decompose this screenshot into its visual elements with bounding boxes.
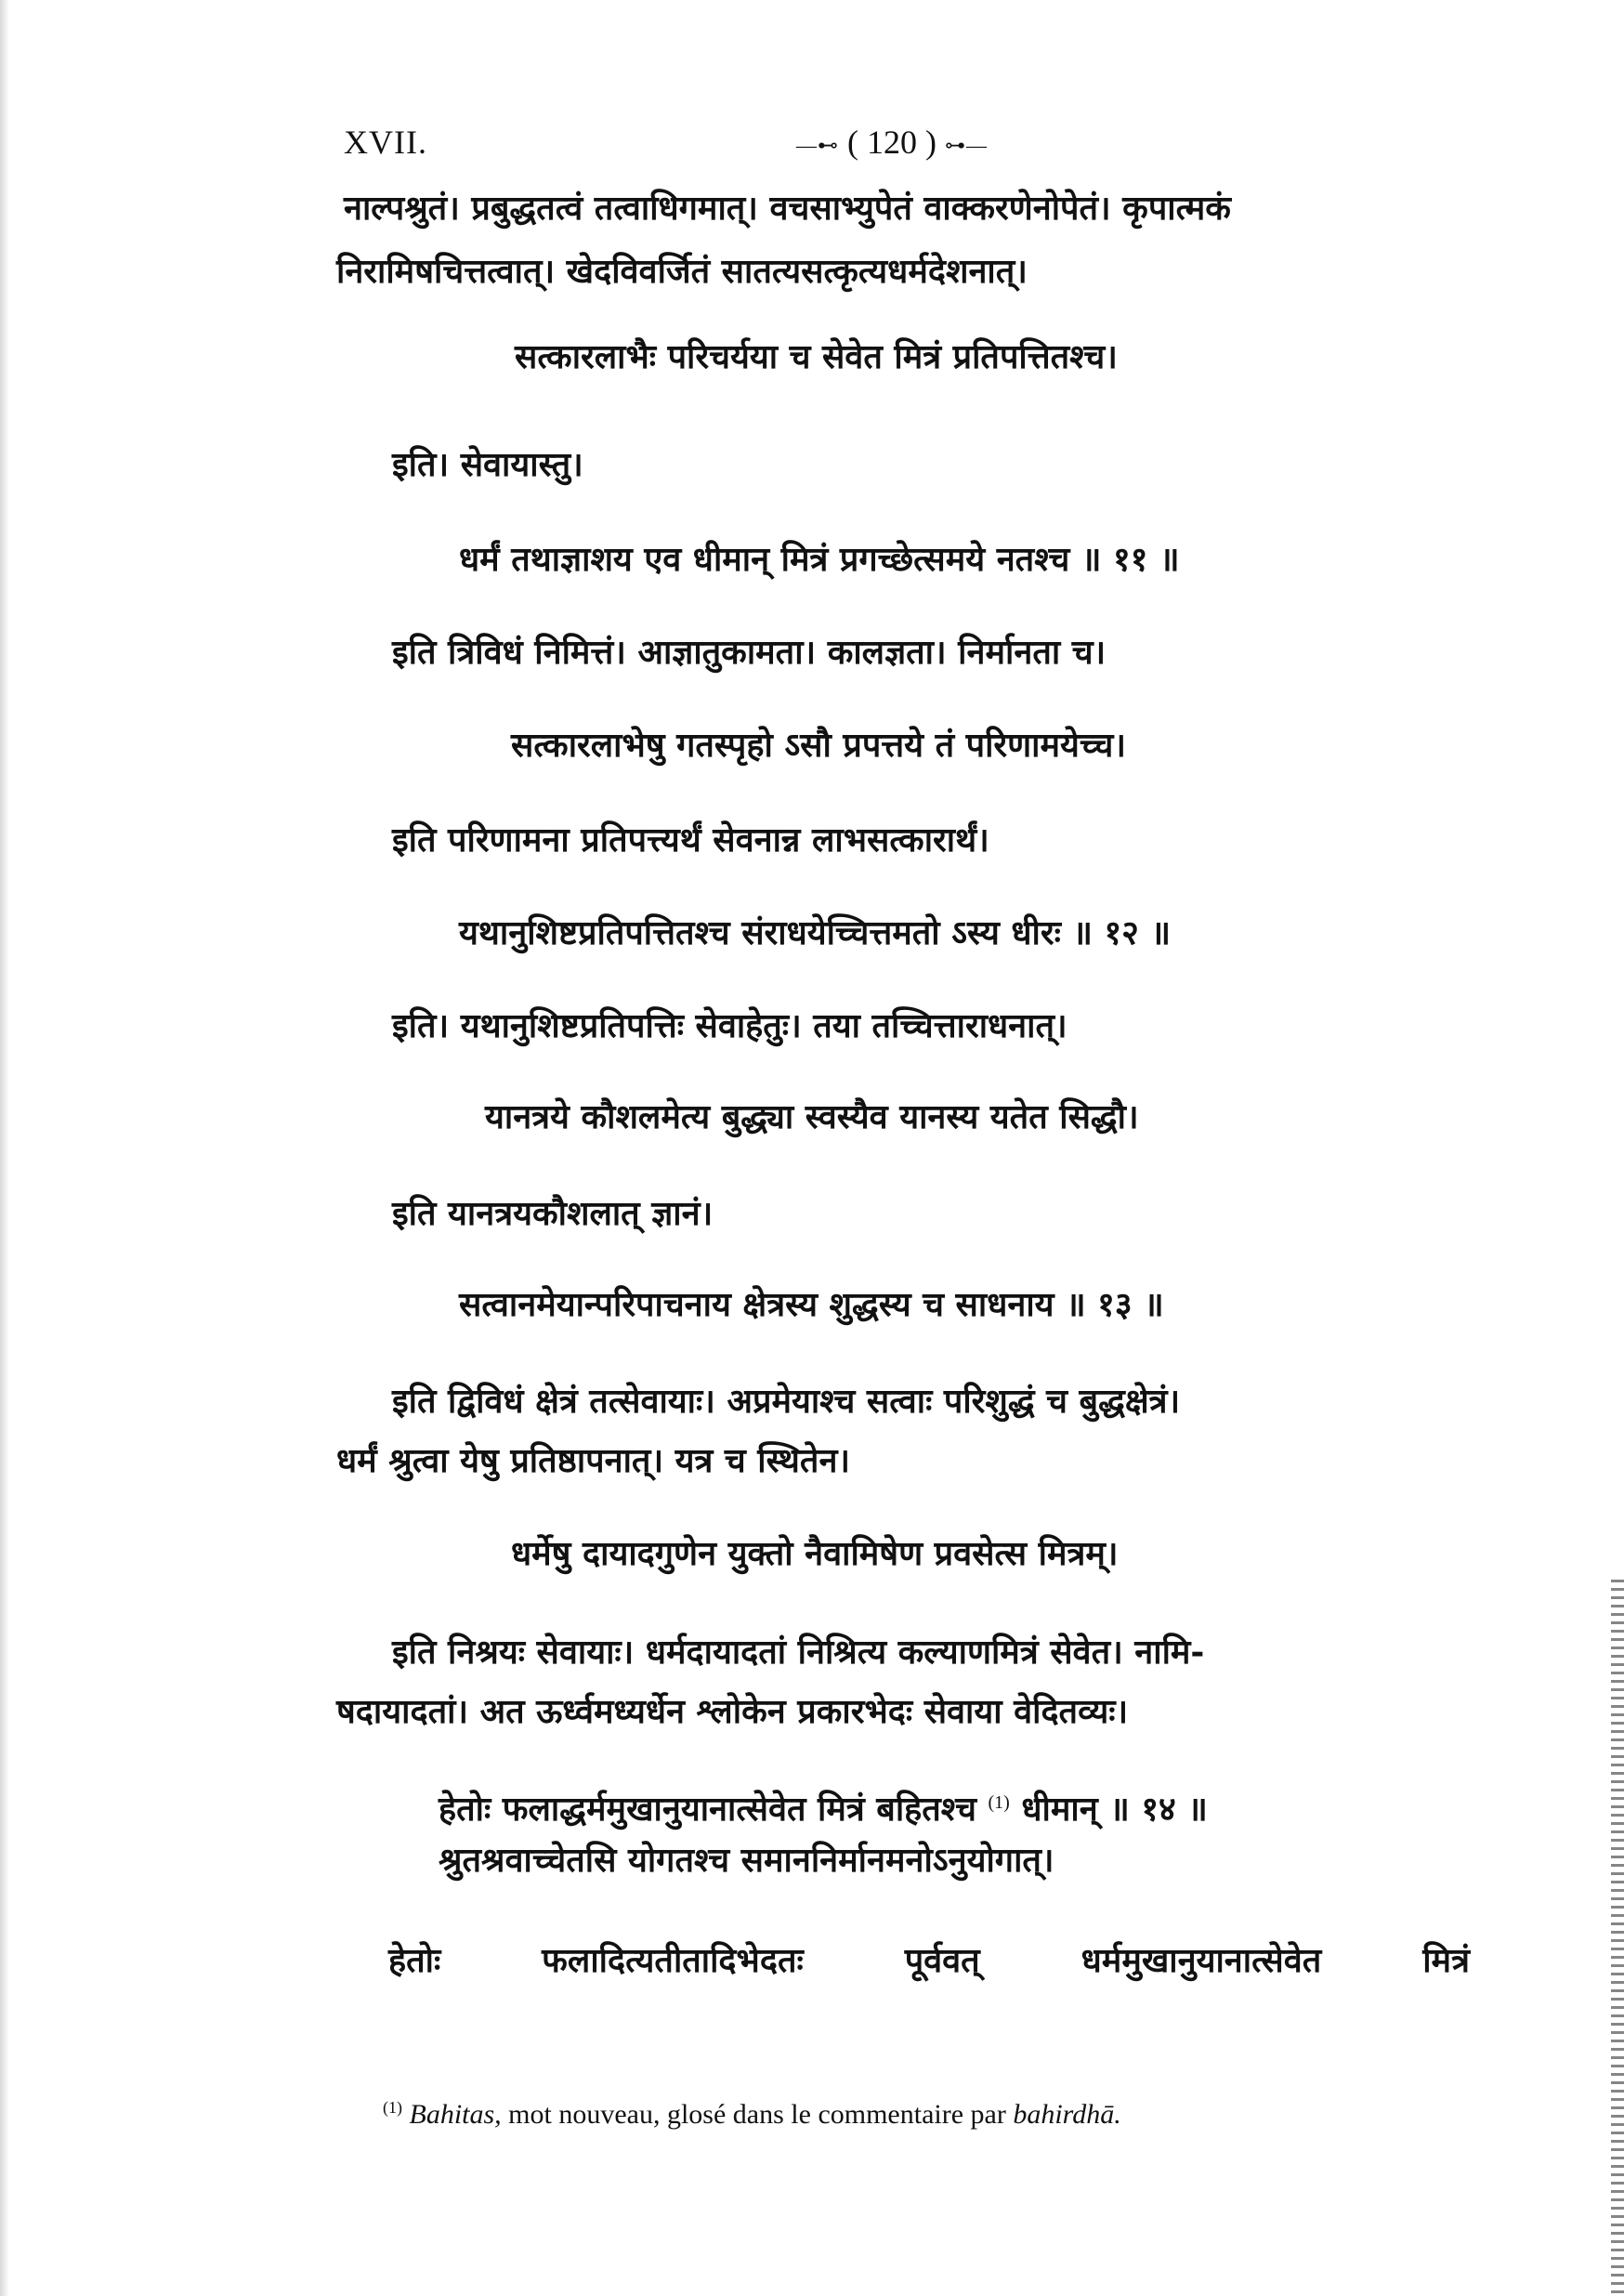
page-edge-left <box>0 0 9 2296</box>
footnote-gloss: bahirdhā. <box>1013 2099 1121 2130</box>
verse-text: धीमान् ॥ १४ ॥ <box>1021 1790 1208 1829</box>
footnote-term: Bahitas, <box>409 2099 502 2130</box>
page-edge-right <box>1611 1580 1624 2296</box>
prose-line: नाल्पश्रुतं। प्रबुद्धतत्वं तत्वाधिगमात्। वचसाभ्युपेतं वाक्करणेनोपेतं। कृपात्मकं <box>344 189 1231 228</box>
ornament-left: —⊷ <box>796 133 839 157</box>
footnote <box>383 2098 1121 2131</box>
verse-line: धर्मं तथाज्ञाशय एव धीमान् मित्रं प्रगच्छेत्समये नतश्च ॥ ११ ॥ <box>459 540 1180 579</box>
verse-line: धर्मेषु दायादगुणेन युक्तो नैवामिषेण प्रवसेत्स मित्रम्। <box>511 1534 1119 1573</box>
justified-prose-line <box>388 1940 1470 1981</box>
word: पूर्ववत् <box>904 1941 980 1980</box>
prose-line: षदायादतां। अत ऊर्ध्वमध्यर्धेन श्लोकेन प्रकारभेदः सेवाया वेदितव्यः। <box>336 1692 1129 1731</box>
prose-line: इति द्विविधं क्षेत्रं तत्सेवायाः। अप्रमेयाश्च सत्वाः परिशुद्धं च बुद्धक्षेत्रं। <box>392 1382 1181 1421</box>
prose-line: धर्मं श्रुत्वा येषु प्रतिष्ठापनात्। यत्र च स्थितेन। <box>336 1441 851 1480</box>
footnote-reference: (1) <box>988 1792 1010 1813</box>
verse-text: हेतोः फलाद्धर्ममुखानुयानात्सेवेत मित्रं बहितश्च <box>439 1790 976 1829</box>
section-number: XVII. <box>344 124 427 161</box>
verse-line: श्रुतश्रवाच्चेतसि योगतश्च समाननिर्मानमनोऽनुयोगात्। <box>439 1841 1054 1880</box>
page-number <box>753 123 1031 162</box>
verse-line <box>439 1782 1208 1830</box>
verse-line: सत्कारलाभेषु गतस्पृहो ऽसौ प्रपत्तये तं परिणामयेच्च। <box>511 726 1126 765</box>
prose-line: इति यानत्रयकौशलात् ज्ञानं। <box>392 1194 714 1233</box>
word: हेतोः <box>388 1941 441 1980</box>
word: फलादित्यतीतादिभेदतः <box>542 1941 804 1980</box>
prose-line: इति त्रिविधं निमित्तं। आज्ञातुकामता। कालज्ञता। निर्मानता च। <box>392 633 1107 672</box>
page-header <box>344 123 1282 169</box>
prose-line: निरामिषचित्तत्वात्। खेदविवर्जितं सातत्यसत्कृत्यधर्मदेशनात्। <box>336 252 1028 291</box>
word: धर्ममुखानुयानात्सेवेत <box>1080 1941 1322 1980</box>
footnote-text: mot nouveau, glosé dans le commentaire par <box>501 2099 1014 2130</box>
word: मित्रं <box>1422 1941 1470 1980</box>
verse-line: यथानुशिष्टप्रतिपत्तितश्च संराधयेच्चित्तमतो ऽस्य धीरः ॥ १२ ॥ <box>459 913 1172 952</box>
ornament-right: ⊶— <box>944 133 988 157</box>
prose-line: इति। सेवायास्तु। <box>392 445 583 484</box>
footnote-marker: (1) <box>383 2098 402 2117</box>
prose-line: इति परिणामना प्रतिपत्त्यर्थं सेवनान्न लाभसत्कारार्थं। <box>392 820 989 859</box>
verse-line: सत्कारलाभैः परिचर्यया च सेवेत मित्रं प्रतिपत्तितश्च। <box>515 337 1118 376</box>
prose-line: इति। यथानुशिष्टप्रतिपत्तिः सेवाहेतुः। तया तच्चित्ताराधनात्। <box>392 1006 1067 1045</box>
verse-line: यानत्रये कौशलमेत्य बुद्ध्या स्वस्यैव यानस्य यतेत सिद्धौ। <box>485 1097 1139 1136</box>
page-number-text: ( 120 ) <box>847 124 936 161</box>
prose-line: इति निश्रयः सेवायाः। धर्मदायादतां निश्रित्य कल्याणमित्रं सेवेत। नामि- <box>392 1633 1205 1672</box>
verse-line: सत्वानमेयान्परिपाचनाय क्षेत्रस्य शुद्धस्य च साधनाय ॥ १३ ॥ <box>459 1285 1164 1324</box>
